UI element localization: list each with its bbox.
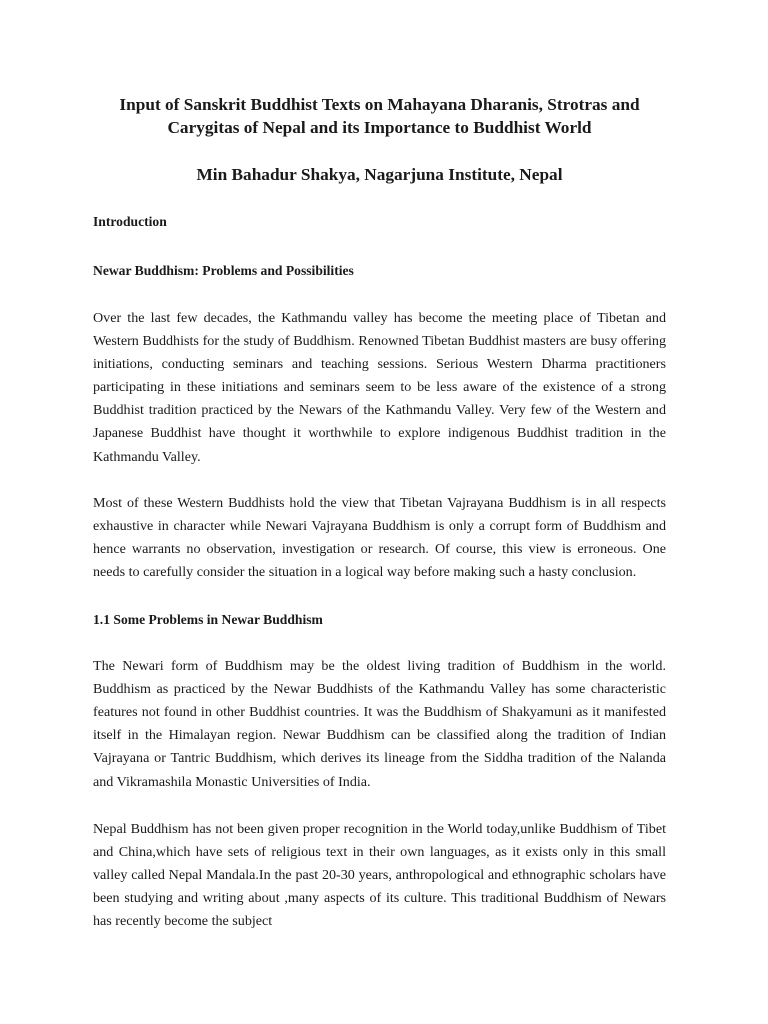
document-page xyxy=(93,94,666,933)
introduction-heading: Introduction xyxy=(93,214,167,229)
paragraph-4: Nepal Buddhism has not been given proper recognition in the World today,unlike Buddhism of Tibet and China,which have sets of religious text in their own languages, as it exists only in this small valley called Nepal Mandala.In the past 20-30 years, anthropological and ethnographic scholars have been studying and writing about ,many aspects of its culture. This traditional Buddhism of Newars has recently become the subject xyxy=(93,820,666,929)
author-line: Min Bahadur Shakya, Nagarjuna Institute, Nepal xyxy=(196,165,563,184)
paragraph-2: Most of these Western Buddhists hold the view that Tibetan Vajrayana Buddhism is in all respects exhaustive in character while Newari Vajrayana Buddhism is only a corrupt form of Buddhism and hence warrants no observation, investigation or research. Of course, this view is erroneous. One needs to carefully consider the situation in a logical way before making such a hasty conclusion. xyxy=(93,494,666,580)
newar-buddhism-heading: Newar Buddhism: Problems and Possibilities xyxy=(93,263,354,278)
paragraph-3: The Newari form of Buddhism may be the oldest living tradition of Buddhism in the world. Buddhism as practiced by the Newar Buddhists of the Kathmandu Valley has some characteristic features not found in other Buddhist countries. It was the Buddhism of Shakyamuni as it manifested itself in the Himalayan region. Newar Buddhism can be classified along the tradition of Indian Vajrayana or Tantric Buddhism, which derives its lineage from the Siddha tradition of the Nalanda and Vikramashila Monastic Universities of India. xyxy=(93,658,666,790)
document-title: Input of Sanskrit Buddhist Texts on Mahayana Dharanis, Strotras and Carygitas of Nepal and its Importance to Buddhist World xyxy=(119,95,640,137)
paragraph-1: Over the last few decades, the Kathmandu valley has become the meeting place of Tibetan and Western Buddhists for the study of Buddhism. Renowned Tibetan Buddhist masters are busy offering initiations, conducting seminars and teaching sessions. Serious Western Dharma practitioners participating in these initiations and seminars seem to be less aware of the existence of a strong Buddhist tradition practiced by the Newars of the Kathmandu Valley. Very few of the Western and Japanese Buddhist have thought it worthwhile to explore indigenous Buddhist tradition in the Kathmandu Valley. xyxy=(93,310,666,465)
some-problems-heading: 1.1 Some Problems in Newar Buddhism xyxy=(93,612,323,628)
